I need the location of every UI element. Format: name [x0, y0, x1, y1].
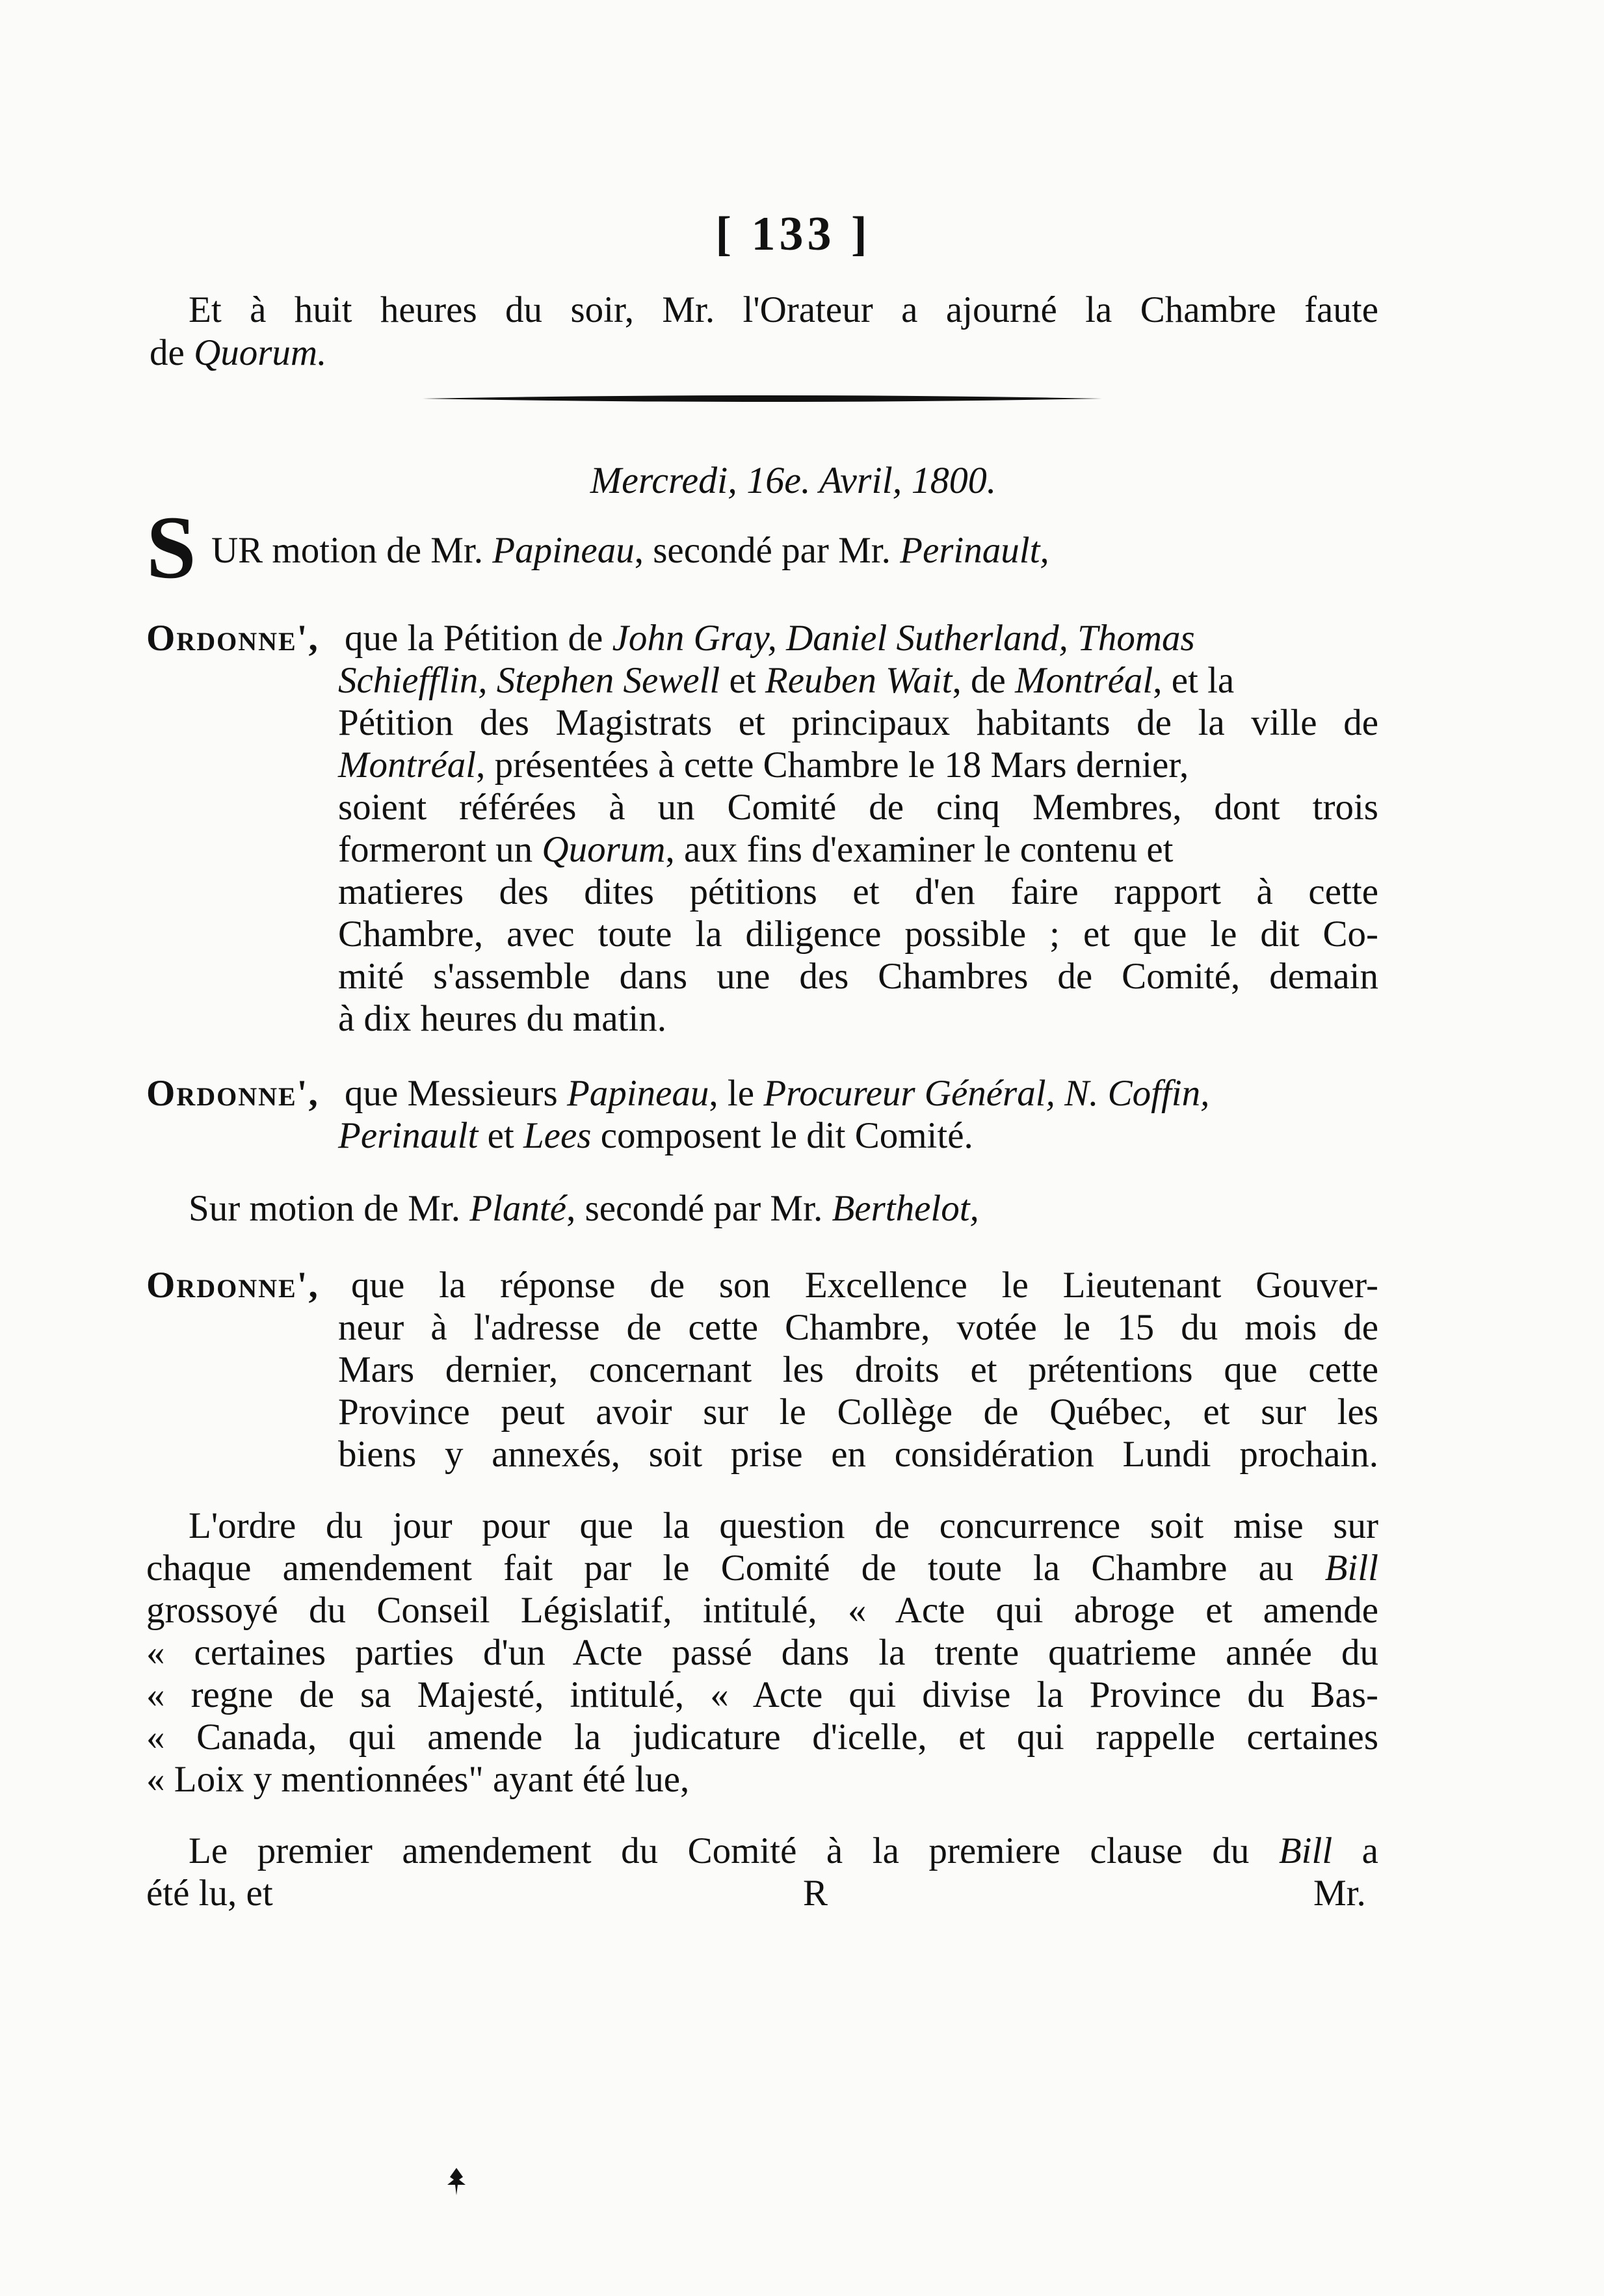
order-day-line-3: grossoyé du Conseil Législatif, intitulé, « Acte qui abroge et amende [146, 1590, 1378, 1631]
order3-line-2: neur à l'adresse de cette Chambre, votée le 15 du mois de [338, 1307, 1378, 1348]
order1-line-8: Chambre, avec toute la diligence possible ; et que le dit Co- [338, 914, 1378, 955]
order1-line-1: que la Pétition de John Gray, Daniel Sutherland, Thomas [345, 618, 1195, 659]
order3-line-4: Province peut avoir sur le Collège de Québec, et sur les [338, 1392, 1378, 1432]
motion-papineau: UR motion de Mr. Papineau, secondé par Mr. Perinault, [211, 530, 1049, 571]
order1-line-4: Montréal, présentées à cette Chambre le 18 Mars dernier, [338, 745, 1189, 785]
section-rule [423, 393, 1102, 404]
last-para-line-1: Le premier amendement du Comité à la premiere clause du Bill a [189, 1830, 1378, 1871]
page-number: [ 133 ] [715, 207, 871, 261]
opening-line-2: de Quorum. [150, 332, 327, 373]
motion-plante: Sur motion de Mr. Planté, secondé par Mr. Berthelot, [189, 1188, 979, 1229]
order-day-line-6: « Canada, qui amende la judicature d'icelle, et qui rappelle certaines [146, 1717, 1378, 1758]
order1-line-7: matieres des dites pétitions et d'en faire rapport à cette [338, 871, 1378, 912]
quorum-word: Quorum. [194, 332, 327, 373]
order-day-line-4: « certaines parties d'un Acte passé dans la trente quatrieme année du [146, 1632, 1378, 1673]
order-day-line-2: chaque amendement fait par le Comité de toute la Chambre au Bill [146, 1548, 1378, 1589]
catchword: Mr. [1313, 1873, 1366, 1914]
order3-line-3: Mars dernier, concernant les droits et prétentions que cette [338, 1349, 1378, 1390]
order1-line-2: Schiefflin, Stephen Sewell et Reuben Wait, de Montréal, et la [338, 660, 1235, 701]
ordonne-label-3: Ordonne', [146, 1265, 319, 1306]
order-day-line-1: L'ordre du jour pour que la question de concurrence soit mise sur [189, 1505, 1378, 1546]
last-para-line-2: été lu, et [146, 1873, 273, 1914]
order1-line-3: Pétition des Magistrats et principaux habitants de la ville de [338, 702, 1378, 743]
session-date: Mercredi, 16e. Avril, 1800. [590, 459, 997, 501]
order2-line-1: que Messieurs Papineau, le Procureur Général, N. Coffin, [345, 1073, 1210, 1114]
ordonne-label-2: Ordonne', [146, 1073, 319, 1114]
opening-line-1: Et à huit heures du soir, Mr. l'Orateur a ajourné la Chambre faute [189, 289, 1378, 330]
order1-line-10: à dix heures du matin. [338, 998, 666, 1039]
drop-cap: S [146, 497, 196, 597]
order1-line-9: mité s'assemble dans une des Chambres de Comité, demain [338, 956, 1378, 997]
printer-ornament-icon [443, 2165, 469, 2198]
order1-line-5: soient référées à un Comité de cinq Membres, dont trois [338, 787, 1378, 828]
order1-line-6: formeront un Quorum, aux fins d'examiner le contenu et [338, 829, 1174, 870]
order2-line-2: Perinault et Lees composent le dit Comité. [338, 1115, 973, 1156]
order3-line-5: biens y annexés, soit prise en considération Lundi prochain. [338, 1434, 1378, 1475]
order-day-line-7: « Loix y mentionnées" ayant été lue, [146, 1759, 690, 1800]
ordonne-label-1: Ordonne', [146, 618, 319, 659]
order3-line-1: que la réponse de son Excellence le Lieutenant Gouver- [351, 1265, 1378, 1306]
signature-mark: R [803, 1873, 828, 1914]
order-day-line-5: « regne de sa Majesté, intitulé, « Acte qui divise la Province du Bas- [146, 1674, 1378, 1715]
